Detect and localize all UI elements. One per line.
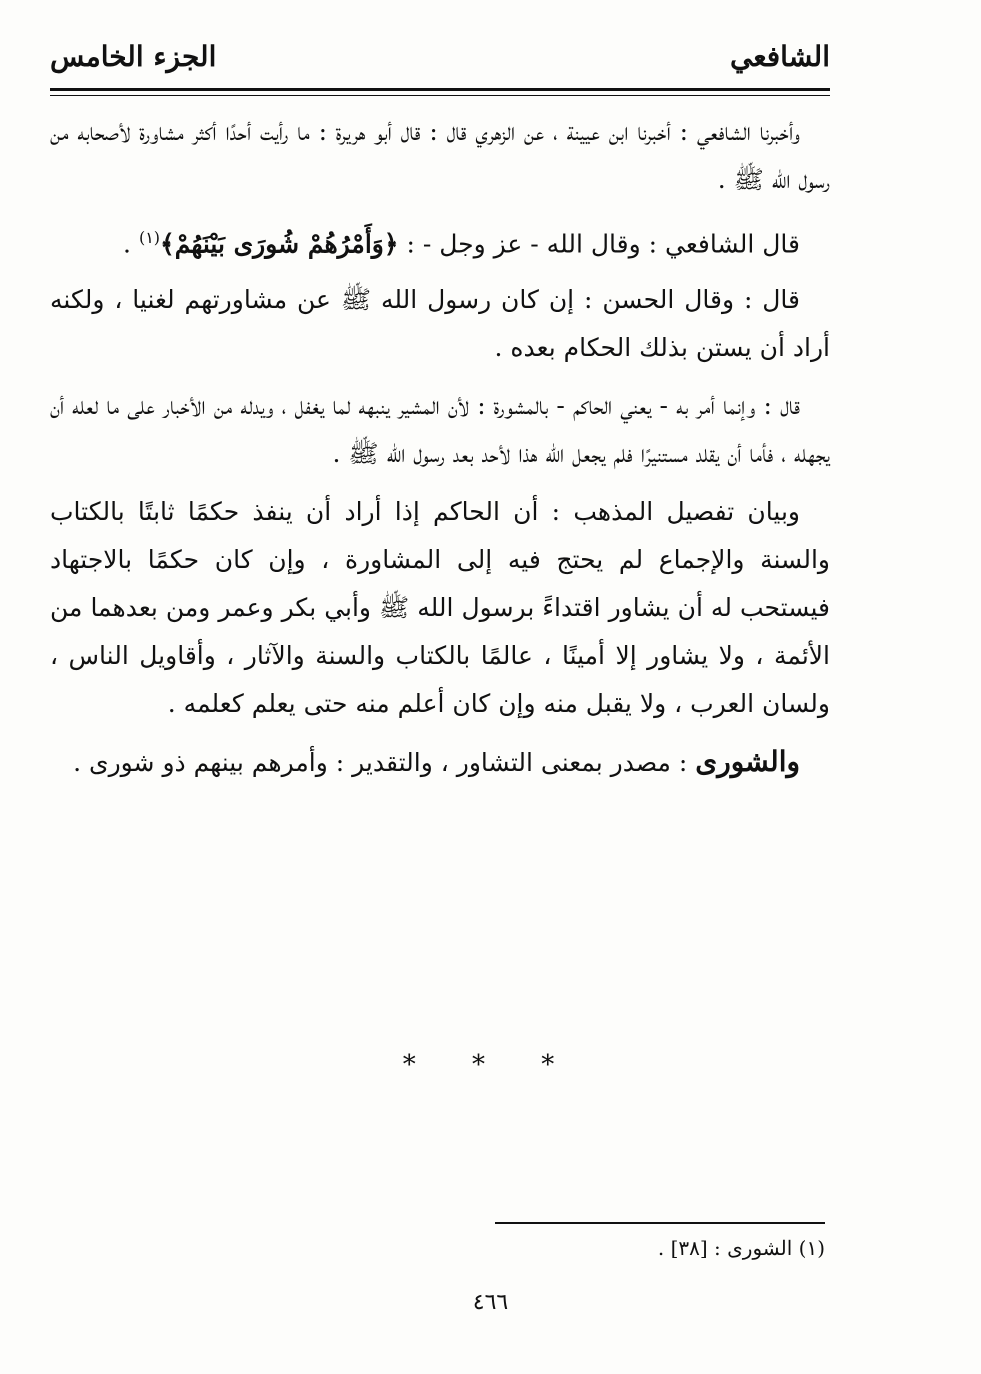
verse-lead: قال الشافعي : وقال الله - عز وجل - :	[406, 229, 800, 259]
paragraph-verse	[50, 214, 830, 268]
paragraph-1: وأخبرنا الشافعي : أخبرنا ابن عيينة ، عن الزهري قال : قال أبو هريرة : ما رأيت أحدًا أكثر مشاورة لأصحابه من رسول الله ﷺ .	[50, 117, 830, 194]
footnote-marker: (١)	[138, 228, 161, 247]
running-header	[50, 40, 830, 90]
header-book-title: الشافعي	[729, 40, 830, 73]
section-separator: * * *	[402, 1050, 579, 1080]
definition-text: : مصدر بمعنى التشاور ، والتقدير : وأمرهم بينهم ذو شورى .	[73, 748, 688, 778]
paragraph-definition	[50, 738, 830, 787]
header-volume-title: الجزء الخامس	[50, 40, 217, 73]
header-rule	[50, 88, 830, 96]
paragraph-3: قال : وإنما أمر به - يعني الحاكم - بالمشورة : لأن المشير ينبهه لما يغفل ، ويدله من الأخبار على ما لعله أن يجهله ، فأما أن يقلد مستنيرًا فلم يجعل الله هذا لأحد بعد رسول الله ﷺ .	[50, 391, 830, 469]
main-text	[50, 108, 830, 797]
verse-end: .	[123, 229, 131, 259]
quran-verse: ﴿وَأَمْرُهُمْ شُورَى بَيْنَهُمْ﴾	[160, 229, 399, 259]
footnote: (١) الشورى : [٣٨] .	[657, 1236, 825, 1260]
paragraph-2: قال : وقال الحسن : إن كان رسول الله ﷺ عن مشاورتهم لغنيا ، ولكنه أراد أن يستن بذلك الحكام بعده .	[50, 285, 830, 363]
paragraph-4: وبيان تفصيل المذهب : أن الحاكم إذا أراد أن ينفذ حكمًا ثابتًا بالكتاب والسنة والإجماع لم يحتج فيه إلى المشاورة ، وإن كان حكمًا بالاجتهاد فيستحب له أن يشاور اقتداءً برسول الله ﷺ وأبي بكر وعمر ومن بعدهما من الأئمة ، ولا يشاور إلا أمينًا ، عالمًا بالكتاب والسنة والآثار ، وأقاويل الناس ، ولسان العرب ، ولا يقبل منه وإن كان أعلم منه حتى يعلم كعلمه .	[50, 497, 830, 719]
page-number: ٤٦٦	[472, 1290, 509, 1315]
footnote-rule	[495, 1222, 825, 1224]
definition-term: والشورى	[695, 745, 800, 779]
